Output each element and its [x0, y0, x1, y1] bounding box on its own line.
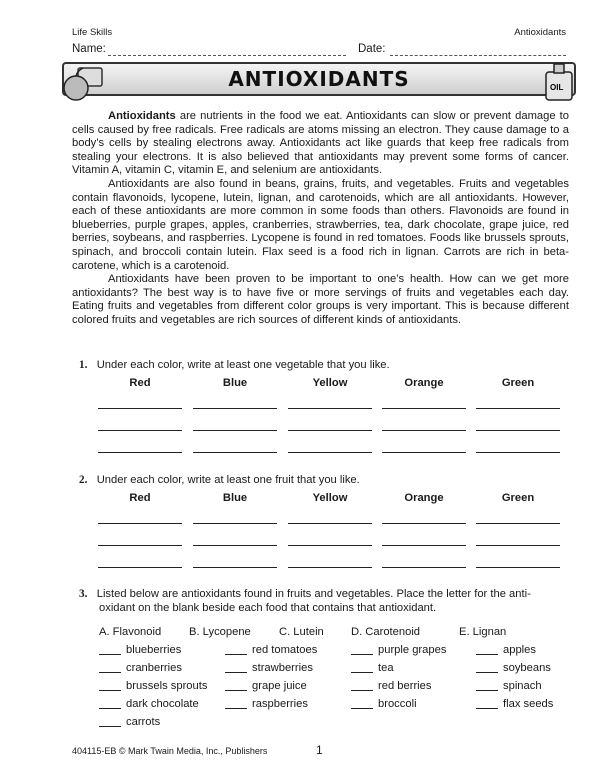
vegetable-blank-red-1[interactable] — [98, 408, 182, 409]
food-label: strawberries — [252, 662, 313, 674]
paragraph-3: Antioxidants have been proven to be important to one’s health. How can we get more antioxidants? The best way is to have five or more servings of fruits and vegetables each day. Eating fruits and vegetables from different color groups is very important. This is because different colored fruits and vegetables are rich sources of different kinds of antioxidants. — [72, 273, 569, 326]
fruit-header-green: Green — [501, 492, 535, 504]
vegetable-blank-red-3[interactable] — [98, 452, 182, 453]
name-field[interactable] — [108, 55, 346, 56]
question-3 — [79, 587, 569, 615]
food-item — [351, 680, 431, 692]
fruit-blank-yellow-2[interactable] — [288, 545, 372, 546]
oil-bottle-icon — [536, 60, 580, 102]
food-label: grape juice — [252, 680, 307, 692]
subject-header: Life Skills — [72, 27, 113, 38]
vegetable-header-red: Red — [129, 377, 151, 389]
option-4: D. Carotenoid — [351, 626, 421, 638]
publisher-footer: 404115-EB © Mark Twain Media, Inc., Publishers — [72, 746, 268, 756]
food-label: blueberries — [126, 644, 182, 656]
vegetable-header-green: Green — [501, 377, 535, 389]
vegetable-header-yellow: Yellow — [312, 377, 348, 389]
question-2-text: Under each color, write at least one fruit that you like. — [96, 474, 360, 486]
vegetable-blank-blue-2[interactable] — [193, 430, 277, 431]
fruit-blank-red-3[interactable] — [98, 567, 182, 568]
food-label: carrots — [126, 716, 161, 728]
fruit-header-red: Red — [129, 492, 151, 504]
vegetable-blank-green-3[interactable] — [476, 452, 560, 453]
vegetable-blank-orange-2[interactable] — [382, 430, 466, 431]
answer-blank[interactable] — [351, 672, 373, 673]
answer-blank[interactable] — [225, 654, 247, 655]
lead-term: Antioxidants — [108, 110, 176, 122]
apple-icon — [60, 62, 106, 102]
title-banner — [62, 62, 576, 96]
fruit-blank-orange-3[interactable] — [382, 567, 466, 568]
vegetable-blank-orange-3[interactable] — [382, 452, 466, 453]
page-number: 1 — [316, 743, 323, 757]
fruit-blank-red-2[interactable] — [98, 545, 182, 546]
vegetable-blank-yellow-3[interactable] — [288, 452, 372, 453]
fruit-blank-orange-1[interactable] — [382, 523, 466, 524]
food-label: spinach — [503, 680, 542, 692]
fruit-blank-red-1[interactable] — [98, 523, 182, 524]
food-label: red berries — [378, 680, 432, 692]
fruit-header-blue: Blue — [222, 492, 248, 504]
answer-blank[interactable] — [351, 654, 373, 655]
vegetable-blank-orange-1[interactable] — [382, 408, 466, 409]
food-item — [99, 644, 181, 656]
answer-blank[interactable] — [99, 690, 121, 691]
question-3-number: 3. — [79, 588, 88, 600]
food-item — [476, 644, 536, 656]
food-label: raspberries — [252, 698, 308, 710]
food-label: cranberries — [126, 662, 182, 674]
food-item — [476, 662, 551, 674]
vegetable-blank-blue-1[interactable] — [193, 408, 277, 409]
food-item — [351, 662, 394, 674]
food-label: tea — [378, 662, 394, 674]
vegetable-blank-red-2[interactable] — [98, 430, 182, 431]
food-label: dark chocolate — [126, 698, 199, 710]
vegetable-blank-blue-3[interactable] — [193, 452, 277, 453]
food-item — [351, 698, 417, 710]
option-5: E. Lignan — [459, 626, 507, 638]
food-item — [99, 680, 207, 692]
fruit-blank-orange-2[interactable] — [382, 545, 466, 546]
food-label: soybeans — [503, 662, 551, 674]
option-2: B. Lycopene — [189, 626, 251, 638]
question-1-text: Under each color, write at least one vegetable that you like. — [96, 359, 390, 371]
food-label: broccoli — [378, 698, 417, 710]
food-item — [225, 662, 313, 674]
paragraph-1: Antioxidants are nutrients in the food we eat. Antioxidants can slow or prevent damage to cells caused by free radicals. Free radicals are atoms missing an electron. They cause damage to a body’s cells by stealing electrons away. Antioxidants act like guards that keep free radicals from stealing your electrons. It is also believed that antioxidants may prevent some forms of cancer. Vitamin A, vitamin C, vitamin E, and selenium are antioxidants. — [72, 110, 569, 177]
fruit-blank-yellow-1[interactable] — [288, 523, 372, 524]
food-label: flax seeds — [503, 698, 554, 710]
vegetable-blank-yellow-1[interactable] — [288, 408, 372, 409]
fruit-header-yellow: Yellow — [312, 492, 348, 504]
question-1 — [79, 359, 390, 371]
answer-blank[interactable] — [351, 690, 373, 691]
food-label: red tomatoes — [252, 644, 318, 656]
vegetable-header-orange: Orange — [404, 377, 444, 389]
question-1-number: 1. — [79, 359, 88, 371]
answer-blank[interactable] — [99, 672, 121, 673]
vegetable-blank-green-2[interactable] — [476, 430, 560, 431]
topic-header: Antioxidants — [514, 27, 566, 38]
food-label: brussels sprouts — [126, 680, 208, 692]
fruit-header-orange: Orange — [404, 492, 444, 504]
answer-blank[interactable] — [99, 726, 121, 727]
answer-blank[interactable] — [99, 654, 121, 655]
vegetable-blank-yellow-2[interactable] — [288, 430, 372, 431]
fruit-blank-green-2[interactable] — [476, 545, 560, 546]
question-2 — [79, 474, 360, 486]
date-label: Date: — [358, 43, 386, 55]
food-item — [476, 698, 553, 710]
oil-label: OIL — [550, 83, 564, 92]
date-field[interactable] — [390, 55, 566, 56]
food-item — [225, 698, 308, 710]
food-label: apples — [503, 644, 536, 656]
food-item — [99, 716, 160, 728]
paragraph-2: Antioxidants are also found in beans, grains, fruits, and vegetables. Fruits and vegetables contain flavonoids, lycopene, lutein, lignan, and carotenoids, which are all antioxidants. However, each of these antioxidants are more common in some foods than others. Flavonoids are found in blueberries, purple grapes, apples, cranberries, strawberries, tea, dark chocolate, grape juice, red berries, soybeans, and raspberries. Lycopene is found in red tomatoes. Foods like brussels sprouts, spinach, and broccoli contain lutein. Flax seed is a food rich in lignan. Carrots are rich in beta-carotene, which is a carotenoid. — [72, 177, 569, 272]
answer-blank[interactable] — [476, 672, 498, 673]
option-1: A. Flavonoid — [99, 626, 162, 638]
fruit-blank-green-3[interactable] — [476, 567, 560, 568]
vegetable-header-blue: Blue — [222, 377, 248, 389]
food-item — [351, 644, 446, 656]
fruit-blank-blue-2[interactable] — [193, 545, 277, 546]
answer-blank[interactable] — [225, 690, 247, 691]
fruit-blank-green-1[interactable] — [476, 523, 560, 524]
option-3: C. Lutein — [279, 626, 324, 638]
answer-blank[interactable] — [351, 708, 373, 709]
food-item — [225, 680, 307, 692]
fruit-blank-blue-1[interactable] — [193, 523, 277, 524]
answer-blank[interactable] — [225, 672, 247, 673]
food-item — [476, 680, 542, 692]
body-text — [72, 110, 569, 328]
fruit-blank-blue-3[interactable] — [193, 567, 277, 568]
food-item — [225, 644, 317, 656]
question-3-text-1: Listed below are antioxidants found in fruits and vegetables. Place the letter for the anti- — [96, 588, 531, 600]
food-item — [99, 698, 199, 710]
answer-blank[interactable] — [476, 654, 498, 655]
page-title: ANTIOXIDANTS — [228, 67, 410, 91]
fruit-blank-yellow-3[interactable] — [288, 567, 372, 568]
answer-blank[interactable] — [99, 708, 121, 709]
answer-blank[interactable] — [476, 708, 498, 709]
question-2-number: 2. — [79, 474, 88, 486]
name-label: Name: — [72, 43, 106, 55]
food-item — [99, 662, 182, 674]
question-3-text-2: oxidant on the blank beside each food that contains that antioxidant. — [99, 602, 437, 614]
answer-blank[interactable] — [476, 690, 498, 691]
vegetable-blank-green-1[interactable] — [476, 408, 560, 409]
answer-blank[interactable] — [225, 708, 247, 709]
food-label: purple grapes — [378, 644, 447, 656]
